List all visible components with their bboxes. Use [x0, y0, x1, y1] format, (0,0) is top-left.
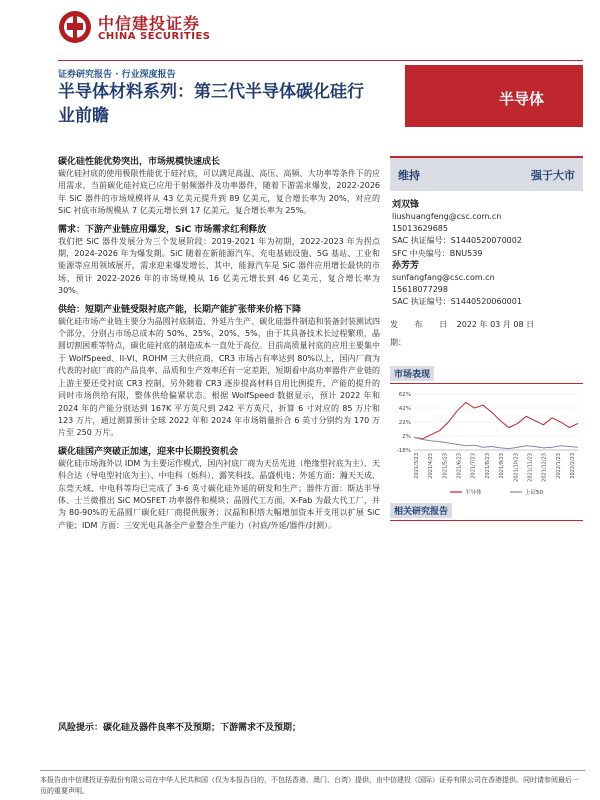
publish-label: 发 布 日 — [390, 320, 455, 330]
related-section-header — [390, 505, 583, 521]
x-tick-label: 2021/3/23 — [414, 453, 420, 479]
y-tick-label: 2% — [402, 434, 411, 440]
sector-banner — [405, 65, 583, 127]
analyst-cert-sfc: SFC 中央编号：BNU539 — [392, 248, 483, 258]
y-tick-label: 22% — [398, 420, 411, 426]
x-tick-label: 2021/5/23 — [442, 453, 449, 479]
analyst-phone: 15013629685 — [392, 224, 448, 234]
rating-value: 强于大市 — [531, 169, 575, 182]
header-divider — [58, 60, 583, 61]
rating-panel — [390, 156, 583, 191]
x-tick-label: 2021/6/23 — [456, 453, 463, 479]
rating-action: 维持 — [398, 169, 420, 182]
publish-period-label: 期： — [390, 338, 406, 348]
report-type: 证券研究报告 · 行业深度报告 — [58, 70, 176, 80]
section-heading: 碳化硅国产突破正加速，迎来中长期投资机会 — [58, 446, 239, 457]
x-tick-label: 2021/12/23 — [541, 453, 548, 482]
analyst-name: 孙芳芳 — [392, 260, 420, 271]
x-tick-label: 2021/8/23 — [484, 453, 491, 479]
analyst-cert: SAC 执证编号：S1440520060001 — [392, 297, 522, 307]
analyst-phone: 15618077298 — [392, 285, 448, 295]
footer-divider — [40, 770, 585, 771]
x-tick-label: 2022/2/23 — [570, 453, 576, 479]
logo-text-cn: 中信建投证券 — [98, 14, 201, 33]
section-body: 我们把 SiC 器件发展分为三个发展阶段：2019-2021 年为初期，2022-2023 年为拐点期，2024-2026 年为爆发期。SiC 随着在新能源汽车、充电基础设施、5G 基站、工业和能源等应用领域展开，需求迎来爆发增长，其中，能源汽车是 SiC 器件应用增长最快的市场，预计 2022-2026 年的市场规模从 16 亿美元增长到 46 亿美元，复合增长率为 30%。 — [58, 236, 380, 296]
section-body: 碳化硅市场海外以 IDM 为主要运作模式，国内衬底厂商为天岳先进（绝缘型衬底为主）、天科合达（导电型衬底为主）、中电科（烁科）、露笑科技、晶盛机电；外延方面：瀚天天成、东莞天域、中电科等均已完成了 3-6 英寸碳化硅外延的研发和生产；器件方面：斯达半导体、士兰微推出 SiC MOSFET 功率器件和模块；晶圆代工方面，X-Fab 为最大代工厂，并为 80-90%的无晶圆厂碳化硅厂商提供服务；汉磊和积塔大幅增加资本开支用以扩展 SiC 产能；IDM 方面：三安光电具备全产业整合生产能力（衬底/外延/器件/封测）。 — [58, 458, 380, 530]
legend-label: 上证50 — [525, 490, 543, 496]
x-tick-label: 2021/9/23 — [499, 453, 506, 479]
section-heading: 供给：短期产业链受限衬底产能，长期产能扩张带来价格下降 — [58, 304, 302, 315]
y-tick-label: -18% — [396, 448, 411, 454]
section-heading: 需求：下游产业链应用爆发，SiC 市场需求红利释放 — [58, 224, 267, 235]
series-line — [414, 437, 578, 448]
y-tick-label: 42% — [398, 406, 411, 412]
section — [58, 304, 380, 440]
x-tick-label: 2021/11/23 — [527, 453, 534, 482]
disclaimer-footer: 本报告由中信建投证券股份有限公司在中华人民共和国（仅为本报告目的，不包括香港、澳门、台湾）提供，由中信建投（国际）证券有限公司在香港提供。同时请参阅最后一页的重要声明。 — [40, 776, 579, 795]
section-body: 碳化硅市场产业链主要分为晶圆衬底制造、外延片生产、碳化硅器件制造和装备封装测试四个部分，分别占市场总成本的 50%、25%、20%、5%，由于其具备技术长过程繁琐，晶圆切割困难等特点，碳化硅衬底的制造成本一直处于高位。目前高质量衬底的应用主要集中于 WolfSpeed、II-VI、ROHM 三大供应商，CR3 市场占有率达到 80%以上，国内厂商为代表的衬底厂商的产品良率、品质和生产效率还有一定差距，短期看中高功率器件产业链的上游主要还受衬底 CR3 控制，另外随着 CR3 逐步提高材料自用比例提升，产能的提升的同时市场供给有限，整体供给偏紧状态。根据 WolfSpeed 数据显示，预计 2022 年和 2024 年的产能分别达到 167K 平方英尺到 242 平方英尺，折算 6 寸对应的 85 万片和 123 万片，通过测算预计全球 2022 年和 2024 年市场销量折合 6 英寸分别约为 170 万片至 250 万片。 — [58, 316, 380, 438]
summary-column — [58, 156, 380, 538]
market-section-title: 市场表现 — [390, 366, 434, 381]
sector-label: 半导体 — [498, 90, 544, 108]
x-tick-label: 2021/7/23 — [470, 453, 477, 479]
legend-label: 半导体 — [465, 490, 482, 496]
report-title: 半导体材料系列：第三代半导体碳化硅行业前瞻 — [58, 82, 364, 126]
x-tick-label: 2022/1/23 — [555, 453, 562, 479]
related-section-title: 相关研究报告 — [390, 503, 452, 518]
analyst-cert: SAC 执证编号：S1440520070002 — [392, 236, 522, 246]
section — [58, 224, 380, 298]
publish-date: 2022 年 03 月 08 日 — [456, 320, 535, 330]
logo-text-en: CHINA SECURITIES — [98, 31, 211, 42]
related-reports — [390, 505, 583, 521]
section — [58, 446, 380, 532]
market-chart — [390, 388, 583, 500]
company-logo — [58, 10, 218, 46]
market-section-header — [390, 368, 583, 384]
market-performance — [390, 368, 583, 500]
analyst-email[interactable]: liushuangfeng@csc.com.cn — [392, 212, 502, 221]
logo-emblem-icon — [58, 10, 92, 44]
sidebar — [390, 156, 583, 352]
y-tick-label: 62% — [398, 392, 411, 398]
x-tick-label: 2021/10/23 — [513, 453, 520, 482]
market-line-chart — [390, 388, 583, 500]
x-tick-label: 2021/4/23 — [428, 453, 435, 479]
section — [58, 156, 380, 218]
analyst-name: 刘双锋 — [392, 200, 420, 210]
section-body: 碳化硅衬底的使用极限性能优于硅衬底，可以满足高温、高压、高频、大功率等条件下的应用需求，当前碳化硅衬底已应用于射频器件及功率器件，随着下游需求爆发，2022-2026 年 SiC 器件的市场规模将从 43 亿美元提升到 89 亿美元，复合增长率为 20%，对应的 SiC 衬底市场规模从 7 亿美元增长到 17 亿美元，复合增长率为 25%。 — [58, 169, 380, 216]
analyst-email[interactable]: sunfangfang@csc.com.cn — [392, 272, 495, 282]
publish-date-block — [390, 316, 583, 352]
risk-warning: 风险提示：碳化硅及器件良率不及预期；下游需求不及预期； — [58, 723, 302, 733]
analyst-list — [390, 199, 583, 308]
section-heading: 碳化硅性能优势突出，市场规模快速成长 — [58, 157, 221, 167]
